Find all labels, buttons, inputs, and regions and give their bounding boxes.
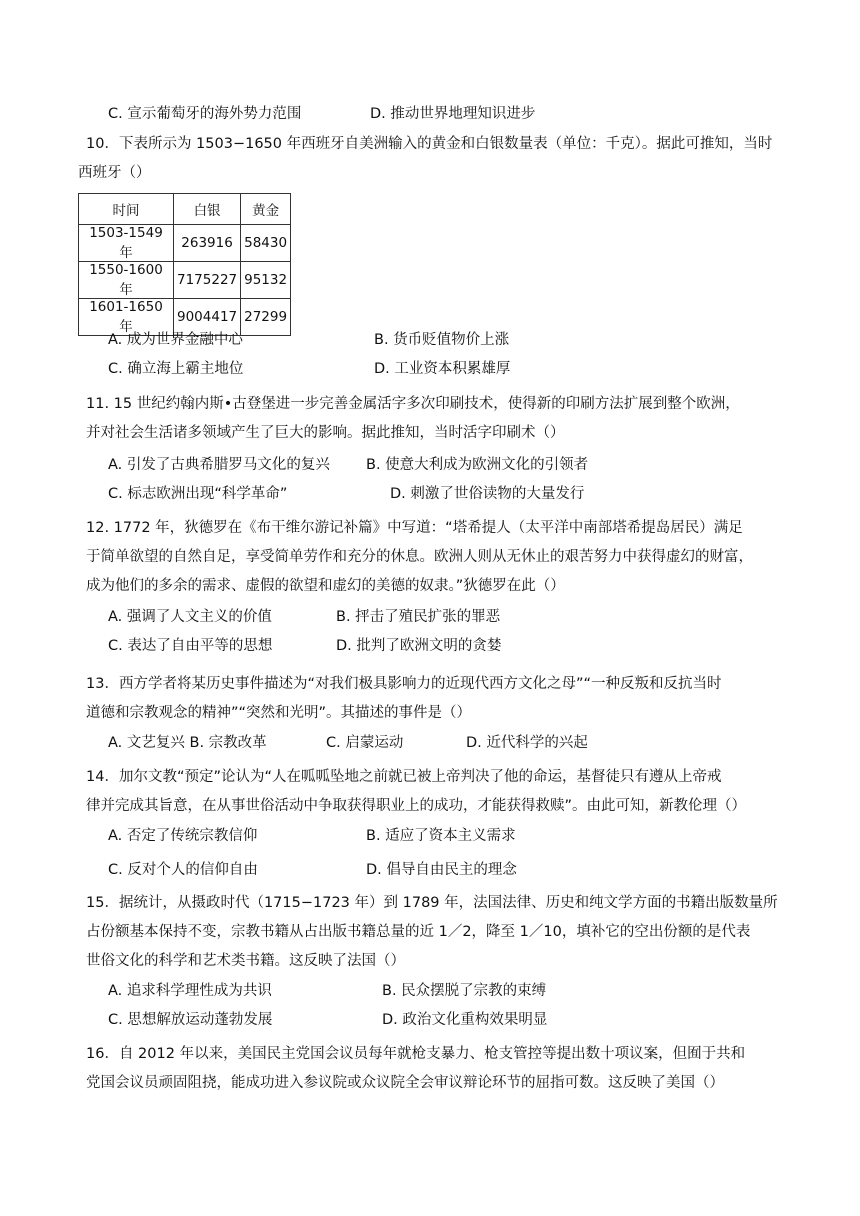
q15-stem-line1: 15．据统计，从摄政时代（1715−1723 年）到 1789 年，法国法律、历史和纯文学方面的书籍出版数量所 — [86, 895, 778, 911]
table-row — [79, 262, 291, 299]
table-header-row — [79, 194, 291, 225]
q10-option-d: D. 工业资本积累雄厚 — [374, 361, 511, 377]
q12-option-c: C. 表达了自由平等的思想 — [108, 638, 273, 654]
q14-option-c: C. 反对个人的信仰自由 — [108, 862, 258, 878]
q14-stem-line2: 律并完成其旨意，在从事世俗活动中争取获得职业上的成功，才能获得救赎”。由此可知，新教伦理（） — [86, 798, 747, 814]
q12-option-a: A. 强调了人文主义的价值 — [108, 609, 272, 625]
q16-stem-line1: 16．自 2012 年以来，美国民主党国会议员每年就枪支暴力、枪支管控等提出数十项议案，但囿于共和 — [86, 1046, 746, 1062]
q11-stem-line2: 并对社会生活诸多领域产生了巨大的影响。据此推知，当时活字印刷术（） — [86, 425, 565, 441]
q11-option-c: C. 标志欧洲出现“科学革命” — [108, 486, 288, 502]
q10-data-table — [78, 193, 291, 336]
q11-option-a: A. 引发了古典希腊罗马文化的复兴 — [108, 457, 330, 473]
table-cell: 9004417 — [174, 299, 241, 336]
q10-option-b: B. 货币贬值物价上涨 — [374, 332, 510, 348]
q11-option-d: D. 刺激了世俗读物的大量发行 — [390, 486, 585, 502]
table-cell: 95132 — [241, 262, 291, 299]
q11-option-b: B. 使意大利成为欧洲文化的引领者 — [366, 457, 589, 473]
q15-option-b: B. 民众摆脱了宗教的束缚 — [382, 983, 547, 999]
q13-stem-line1: 13．西方学者将某历史事件描述为“对我们极具影响力的近现代西方文化之母”“一种反叛和反抗当时 — [86, 676, 722, 692]
q13-option-c: C. 启蒙运动 — [326, 735, 404, 751]
q13-stem-line2: 道德和宗教观念的精神”“突然和光明”。其描述的事件是（） — [86, 705, 472, 721]
q13-option-ab: A. 文艺复兴 B. 宗教改革 — [108, 735, 267, 751]
q10-stem-line1: 10．下表所示为 1503−1650 年西班牙自美洲输入的黄金和白银数量表（单位：千克）。据此可推知，当时 — [86, 136, 773, 152]
table-cell: 7175227 — [174, 262, 241, 299]
q10-stem-line2: 西班牙（） — [78, 165, 151, 181]
q12-stem-line3: 成为他们的多余的需求、虚假的欲望和虚幻的美德的奴隶。”狄德罗在此（） — [86, 578, 565, 594]
q9-option-d: D. 推动世界地理知识进步 — [370, 106, 536, 122]
q9-option-c: C. 宣示葡萄牙的海外势力范围 — [108, 106, 302, 122]
table-header-silver: 白银 — [174, 194, 241, 225]
q15-option-c: C. 思想解放运动蓬勃发展 — [108, 1012, 273, 1028]
table-row — [79, 225, 291, 262]
table-cell: 1601-1650 年 — [79, 299, 174, 336]
q15-option-a: A. 追求科学理性成为共识 — [108, 983, 272, 999]
q15-stem-line3: 世俗文化的科学和艺术类书籍。这反映了法国（） — [86, 953, 405, 969]
table-cell: 27299 — [241, 299, 291, 336]
q14-option-a: A. 否定了传统宗教信仰 — [108, 828, 258, 844]
q13-option-d: D. 近代科学的兴起 — [466, 735, 588, 751]
table-cell: 1503-1549 年 — [79, 225, 174, 262]
table-header-time: 时间 — [79, 194, 174, 225]
q12-option-d: D. 批判了欧洲文明的贪婪 — [336, 638, 502, 654]
table-header-gold: 黄金 — [241, 194, 291, 225]
q12-stem-line1: 12. 1772 年，狄德罗在《布干维尔游记补篇》中写道：“塔希提人（太平洋中南部塔希提岛居民）满足 — [86, 520, 743, 536]
q16-stem-line2: 党国会议员顽固阻挠，能成功进入参议院或众议院全会审议辩论环节的屈指可数。这反映了美国（） — [86, 1075, 724, 1091]
table-cell: 263916 — [174, 225, 241, 262]
q10-option-a: A. 成为世界金融中心 — [108, 332, 243, 348]
table-cell: 58430 — [241, 225, 291, 262]
q15-stem-line2: 占份额基本保持不变，宗教书籍从占出版书籍总量的近 1／2，降至 1／10，填补它的空出份额的是代表 — [86, 924, 751, 940]
q12-option-b: B. 抨击了殖民扩张的罪恶 — [336, 609, 501, 625]
table-cell: 1550-1600 年 — [79, 262, 174, 299]
q15-option-d: D. 政治文化重构效果明显 — [382, 1012, 548, 1028]
q12-stem-line2: 于简单欲望的自然自足，享受简单劳作和充分的休息。欧洲人则从无休止的艰苦努力中获得虚幻的财富， — [86, 549, 753, 565]
q14-stem-line1: 14．加尔文教“预定”论认为“人在呱呱坠地之前就已被上帝判决了他的命运，基督徒只有遵从上帝戒 — [86, 769, 722, 785]
q10-option-c: C. 确立海上霸主地位 — [108, 361, 244, 377]
q14-option-b: B. 适应了资本主义需求 — [366, 828, 516, 844]
q14-option-d: D. 倡导自由民主的理念 — [366, 862, 517, 878]
q11-stem-line1: 11. 15 世纪约翰内斯•古登堡进一步完善金属活字多次印刷技术，使得新的印刷方法扩展到整个欧洲， — [86, 396, 740, 412]
